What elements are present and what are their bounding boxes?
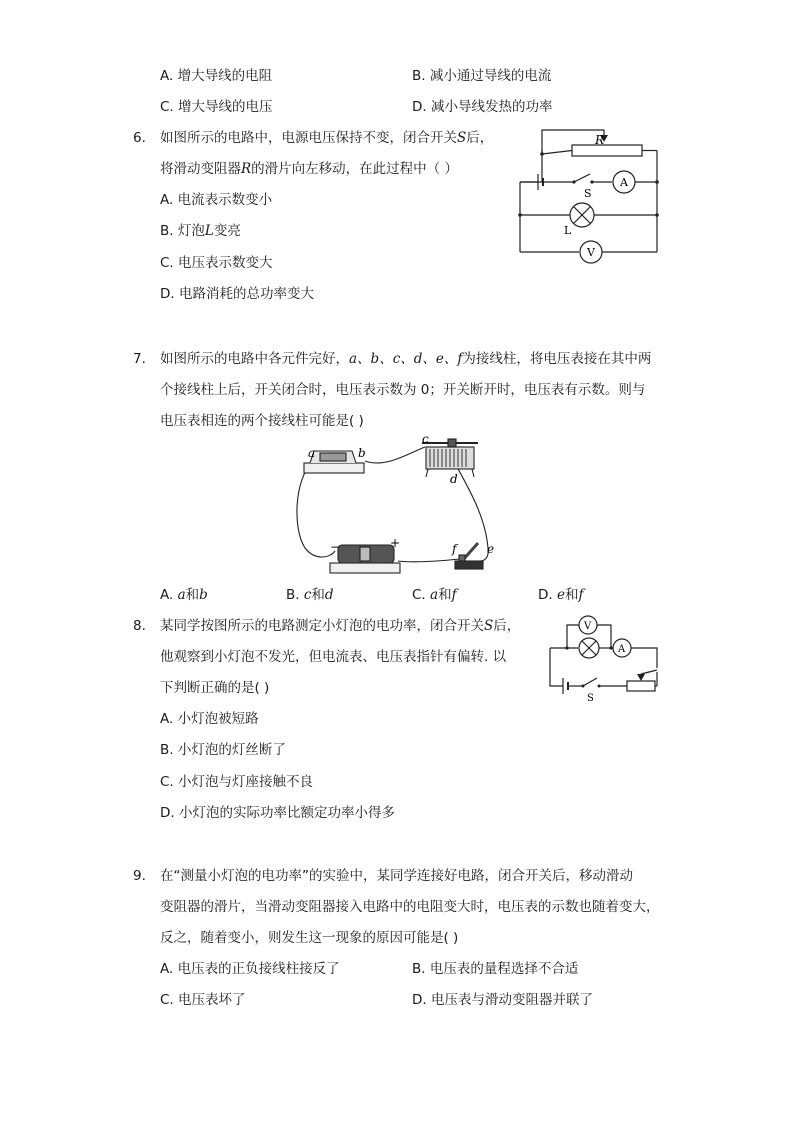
q7-label-c: c [422,432,429,446]
q7-option-d [538,585,583,605]
q6-option-b-text: B. 灯泡 [160,223,205,239]
q9-option-d: D. 电压表与滑动变阻器并联了 [412,992,593,1008]
q7-label-a: a [308,446,316,460]
q7-stem-text: 如图所示的电路中各元件完好， [160,351,349,367]
q8-line1 [160,616,520,636]
q6-option-c: C. 电压表示数变大 [160,255,273,271]
q9-option-c: C. 电压表坏了 [160,992,246,1008]
q6-var-s: S [457,130,467,146]
q8-circuit-diagram [545,610,663,702]
q8-number: 8. [133,618,146,634]
q7-line1 [160,349,651,369]
q6-label-l: L [564,224,572,237]
q7-label-d: d [450,472,458,486]
q7-label-minus: − [330,540,341,554]
q7-option-a-terminal2: b [199,587,208,603]
q7-label-b: b [358,446,366,460]
q6-stem-text: 如图所示的电路中，电源电压保持不变，闭合开关 [160,130,457,146]
q6-option-d: D. 电路消耗的总功率变大 [160,286,314,302]
q7-option-b-terminal2: d [324,587,334,603]
q7-option-d-terminal2: f [578,587,584,603]
q7-apparatus-diagram [290,433,500,581]
q7-option-a-terminal1: a [177,587,186,603]
q5-option-d: D. 减小导线发热的功率 [412,99,553,115]
q8-line3: 下判断正确的是( ) [160,680,270,696]
q8-line2: 他观察到小灯泡不发光，但电流表、电压表指针有偏转. 以 [160,649,507,665]
q6-circuit-diagram [512,122,662,268]
q7-option-a-letter: A. [160,587,174,603]
q8-label-s: S [587,693,594,704]
q5-option-b: B. 减小通过导线的电流 [412,68,552,84]
q6-var-r: R [241,161,252,177]
q7-option-b-letter: B. [286,587,300,603]
q7-option-c-terminal1: a [430,587,439,603]
q6-number: 6. [133,130,146,146]
q7-label-plus: + [390,536,401,550]
q6-option-a: A. 电流表示数变小 [160,192,273,208]
q7-label-f: f [452,542,457,556]
q6-option-b [160,221,241,241]
q7-option-b [286,585,334,605]
q8-label-v: V [584,621,592,632]
q6-var-l: L [204,223,214,239]
q6-stem-text: 后， [466,130,494,146]
q6-label-r: R [595,133,605,147]
q7-option-d-letter: D. [538,587,553,603]
q7-option-c [412,585,457,605]
q7-option-b-and: 和 [311,587,325,603]
q7-option-d-terminal1: e [556,587,565,603]
q9-line1: 在“测量小灯泡的电功率”的实验中，某同学连接好电路，闭合开关后，移动滑动 [160,868,633,884]
q8-stem-text: 后， [493,618,521,634]
q7-number: 7. [133,351,146,367]
q5-option-c: C. 增大导线的电压 [160,99,273,115]
q7-option-b-terminal1: c [303,587,312,603]
q8-stem-text: 某同学按图所示的电路测定小灯泡的电功率，闭合开关 [160,618,484,634]
q6-option-b-text: 变亮 [213,223,241,239]
q8-option-c: C. 小灯泡与灯座接触不良 [160,774,314,790]
q8-var-s: S [484,618,494,634]
q8-label-a: A [618,644,626,655]
q7-stem-text: 为接线柱，将电压表接在其中两 [462,351,652,367]
q7-terminal-list: a、b、c、d、e、f [349,351,463,367]
q7-option-a [160,585,208,605]
q7-option-d-and: 和 [564,587,579,603]
q8-option-d: D. 小灯泡的实际功率比额定功率小得多 [160,805,395,821]
q6-stem-line2 [160,159,458,179]
q9-line2: 变阻器的滑片，当滑动变阻器接入电路中的电阻变大时，电压表的示数也随着变大， [160,899,660,915]
q7-option-c-letter: C. [412,587,426,603]
q9-option-b: B. 电压表的量程选择不合适 [412,961,579,977]
q9-option-a: A. 电压表的正负接线柱接反了 [160,961,340,977]
q6-label-v: V [587,246,595,259]
q7-label-e: e [487,542,495,556]
q9-number: 9. [133,868,146,884]
q7-option-c-and: 和 [438,587,452,603]
q7-line3: 电压表相连的两个接线柱可能是( ) [160,413,364,429]
q6-stem-text: 的滑片向左移动，在此过程中（ ） [251,161,458,177]
q6-stem-line1 [160,128,493,148]
q6-label-s: S [584,187,592,200]
q7-line2: 个接线柱上后，开关闭合时，电压表示数为 0；开关断开时，电压表有示数。则与 [160,382,646,398]
q7-option-c-terminal2: f [451,587,457,603]
q8-option-b: B. 小灯泡的灯丝断了 [160,742,286,758]
q6-stem-text: 将滑动变阻器 [160,161,241,177]
q6-label-a: A [620,176,628,189]
q7-option-a-and: 和 [185,587,200,603]
q5-option-a: A. 增大导线的电阻 [160,68,273,84]
q8-option-a: A. 小灯泡被短路 [160,711,259,727]
q9-line3: 反之，随着变小，则发生这一现象的原因可能是( ) [160,930,459,946]
